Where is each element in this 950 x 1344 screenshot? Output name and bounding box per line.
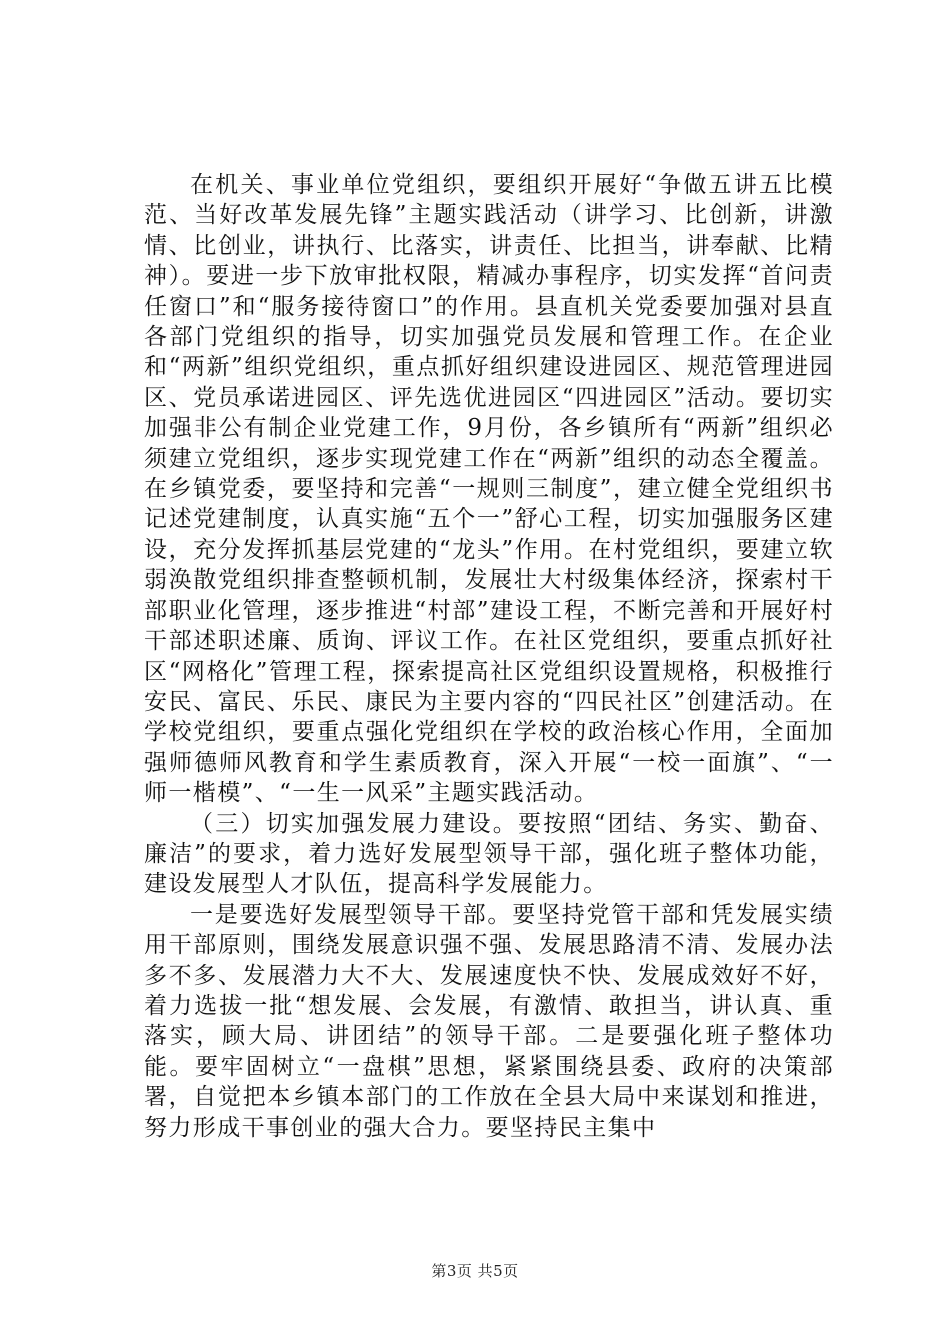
paragraph-party-organizations: 在机关、事业单位党组织，要组织开展好“争做五讲五比模范、当好改革发展先锋”主题实践活动（讲学习、比创新，讲激情、比创业，讲执行、比落实，讲责任、比担当，讲奉献、比精神）。要进一步下放审批权限，精减办事程序，切实发挥“首问责任窗口”和“服务接待窗口”的作用。县直机关党委要加强对县直各部门党组织的指导，切实加强党员发展和管理工作。在企业和“两新”组织党组织，重点抓好组织建设进园区、规范管理进园区、党员承诺进园区、评先选优进园区“四进园区”活动。要切实加强非公有制企业党建工作，9月份，各乡镇所有“两新”组织必须建立党组织，逐步实现党建工作在“两新”组织的动态全覆盖。在乡镇党委，要坚持和完善“一规则三制度”，建立健全党组织书记述党建制度，认真实施“五个一”舒心工程，切实加强服务区建设，充分发挥抓基层党建的“龙头”作用。在村党组织，要建立软弱涣散党组织排查整顿机制，发展壮大村级集体经济，探索村干部职业化管理，逐步推进“村部”建设工程，不断完善和开展好村干部述职述廉、质询、评议工作。在社区党组织，要重点抓好社区“网格化”管理工程，探索提高社区党组织设置规格，积极推行安民、富民、乐民、康民为主要内容的“四民社区”创建活动。在学校党组织，要重点强化党组织在学校的政治核心作用，全面加强师德师风教育和学生素质教育，深入开展“一校一面旗”、“一师一楷模”、“一生一风采”主题实践活动。 bbox=[144, 172, 834, 807]
paragraph-development-capacity: （三）切实加强发展力建设。要按照“团结、务实、勤奋、廉洁”的要求，着力选好发展型领导干部，强化班子整体功能，建设发展型人才队伍，提高科学发展能力。 bbox=[144, 810, 834, 898]
page-footer: 第3页 共5页 bbox=[431, 1262, 519, 1280]
paragraph-leading-cadres: 一是要选好发展型领导干部。要坚持党管干部和凭发展实绩用干部原则，围绕发展意识强不强、发展思路清不清、发展办法多不多、发展潜力大不大、发展速度快不快、发展成效好不好，着力选拔一批“想发展、会发展，有激情、敢担当，讲认真、重落实，顾大局、讲团结”的领导干部。二是要强化班子整体功能。要牢固树立“一盘棋”思想，紧紧围绕县委、政府的决策部署，自觉把本乡镇本部门的工作放在全县大局中来谋划和推进，努力形成干事创业的强大合力。要坚持民主集中 bbox=[144, 901, 834, 1141]
body-text bbox=[144, 170, 834, 1143]
